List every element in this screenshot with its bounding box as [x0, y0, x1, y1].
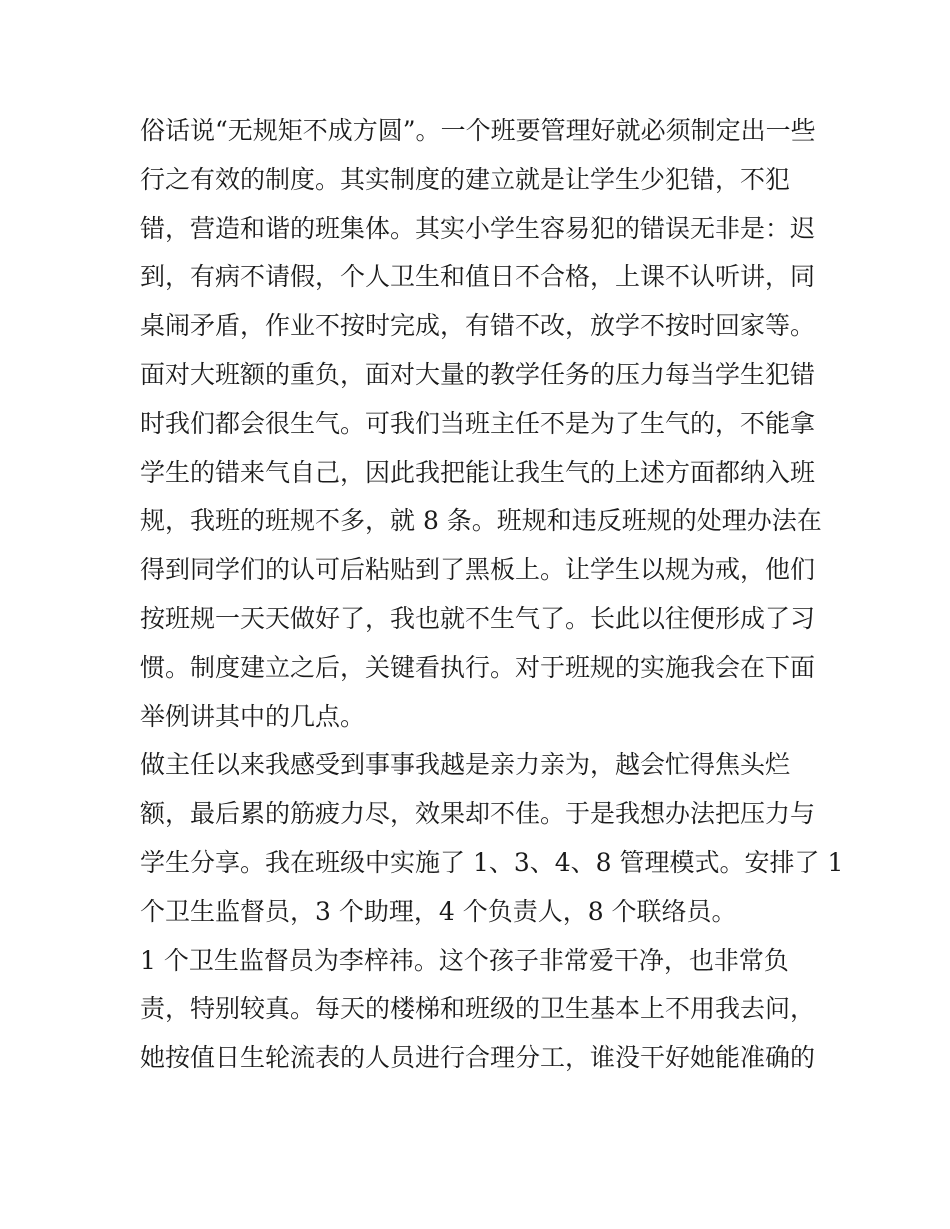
text-line: 额，最后累的筋疲力尽，效果却不佳。于是我想办法把压力与 [140, 799, 816, 829]
body-text [140, 107, 844, 1083]
text-line: 桌闹矛盾，作业不按时完成，有错不改，放学不按时回家等。 [140, 311, 816, 341]
text-line: 错，营造和谐的班集体。其实小学生容易犯的错误无非是：迟 [140, 213, 816, 243]
text-line: 时我们都会很生气。可我们当班主任不是为了生气的，不能拿 [140, 408, 816, 438]
text-line: 行之有效的制度。其实制度的建立就是让学生少犯错，不犯 [140, 164, 791, 194]
text-line: 学生分享。我在班级中实施了 1、3、4、8 管理模式。安排了 1 [140, 847, 844, 877]
text-line: 俗话说“无规矩不成方圆”。一个班要管理好就必须制定出一些 [140, 116, 816, 145]
text-line: 按班规一天天做好了，我也就不生气了。长此以往便形成了习 [140, 603, 816, 633]
text-line: 她按值日生轮流表的人员进行合理分工，谁没干好她能准确的 [140, 1043, 816, 1073]
text-line: 责，特别较真。每天的楼梯和班级的卫生基本上不用我去问， [140, 994, 816, 1024]
text-line: 面对大班额的重负，面对大量的教学任务的压力每当学生犯错 [140, 359, 816, 389]
text-line: 学生的错来气自己，因此我把能让我生气的上述方面都纳入班 [140, 457, 816, 487]
text-line: 做主任以来我感受到事事我越是亲力亲为，越会忙得焦头烂 [140, 750, 791, 780]
text-line: 1 个卫生监督员为李梓祎。这个孩子非常爱干净，也非常负 [140, 945, 789, 975]
text-line: 个卫生监督员，3 个助理，4 个负责人，8 个联络员。 [140, 896, 737, 926]
text-line: 规，我班的班规不多，就 8 条。班规和违反班规的处理办法在 [140, 506, 822, 536]
text-line: 惯。制度建立之后，关键看执行。对于班规的实施我会在下面 [140, 652, 816, 682]
text-line: 到，有病不请假，个人卫生和值日不合格，上课不认听讲，同 [140, 262, 816, 292]
text-line: 得到同学们的认可后粘贴到了黑板上。让学生以规为戒，他们 [140, 555, 816, 585]
text-line: 举例讲其中的几点。 [140, 701, 366, 731]
